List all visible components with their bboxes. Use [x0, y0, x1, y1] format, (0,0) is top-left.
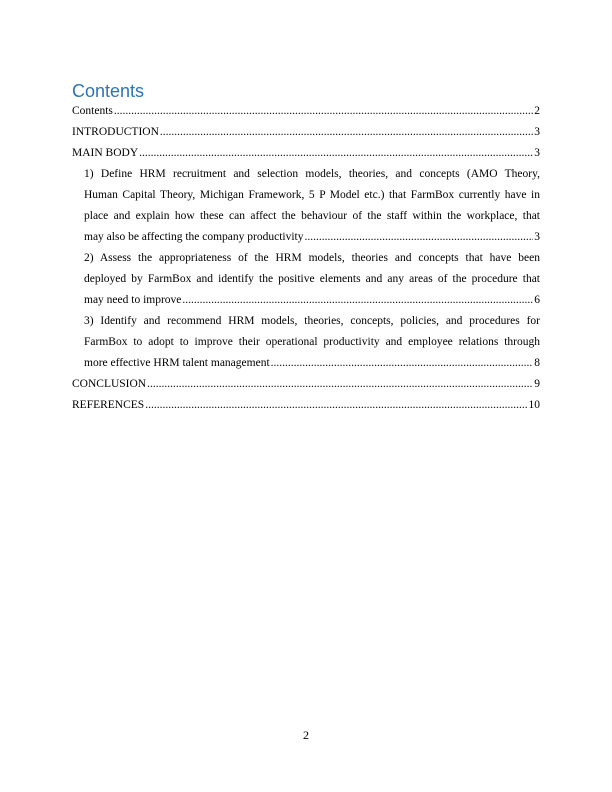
toc-subentry-1[interactable] — [72, 164, 540, 248]
toc-subentry-line: more effective HRM talent management — [84, 357, 270, 369]
toc-entry-introduction[interactable] — [72, 122, 540, 143]
toc-subentry-line: 1) Define HRM recruitment and selection models, theories, and concepts (AMO Theory, — [84, 168, 540, 180]
toc-subentry-line: place and explain how these can affect the behaviour of the staff within the workplace, that — [84, 210, 540, 222]
toc-subentry-2[interactable] — [72, 248, 540, 311]
toc-subentry-last-line — [84, 290, 540, 311]
toc-entry-title: Contents — [72, 105, 113, 117]
toc-dot-leader — [145, 395, 527, 416]
toc-subentry-last-line — [84, 227, 540, 248]
toc-entry-page: 3 — [534, 231, 540, 243]
toc-subentry-line: may need to improve — [84, 294, 182, 306]
toc-entry-title: MAIN BODY — [72, 147, 139, 159]
toc-entry-page: 3 — [534, 126, 540, 138]
toc-subentry-line: may also be affecting the company productivity — [84, 231, 304, 243]
toc-entry-conclusion[interactable] — [72, 374, 540, 395]
page-number: 2 — [303, 728, 309, 742]
toc-subentry-line: Human Capital Theory, Michigan Framework, 5 P Model etc.) that FarmBox currently have in — [84, 189, 540, 201]
toc-entry-title: INTRODUCTION — [72, 126, 159, 138]
toc-dot-leader — [305, 227, 534, 248]
toc-dot-leader — [139, 143, 533, 164]
toc-subentry-line: FarmBox to adopt to improve their operational productivity and employee relations through — [84, 336, 540, 348]
toc-subentry-line: 2) Assess the appropriateness of the HRM models, theories and concepts that have been — [84, 252, 540, 264]
toc-dot-leader — [147, 374, 533, 395]
toc-entry-page: 8 — [534, 357, 540, 369]
toc-dot-leader — [114, 101, 533, 122]
toc-dot-leader — [160, 122, 533, 143]
toc-entry-main-body[interactable] — [72, 143, 540, 164]
toc-heading: Contents — [72, 81, 145, 101]
toc-subentry-line: 3) Identify and recommend HRM models, theories, concepts, policies, and procedures for — [84, 315, 540, 327]
toc-entry-page: 6 — [534, 294, 540, 306]
toc-subentry-last-line — [84, 353, 540, 374]
toc-entry-title: CONCLUSION — [72, 378, 147, 390]
toc-entry-page: 10 — [528, 399, 540, 411]
toc-entry-contents[interactable] — [72, 101, 540, 122]
toc-subentry-line: deployed by FarmBox and identify the positive elements and any areas of the procedure that — [84, 273, 540, 285]
toc-subentry-3[interactable] — [72, 311, 540, 374]
toc-entry-references[interactable] — [72, 395, 540, 416]
toc-entry-page: 9 — [534, 378, 540, 390]
toc-entry-page: 3 — [534, 147, 540, 159]
toc-entry-page: 2 — [534, 105, 540, 117]
toc-dot-leader — [182, 290, 533, 311]
toc-dot-leader — [271, 353, 534, 374]
toc-entry-title: REFERENCES — [72, 399, 145, 411]
table-of-contents — [72, 101, 540, 416]
